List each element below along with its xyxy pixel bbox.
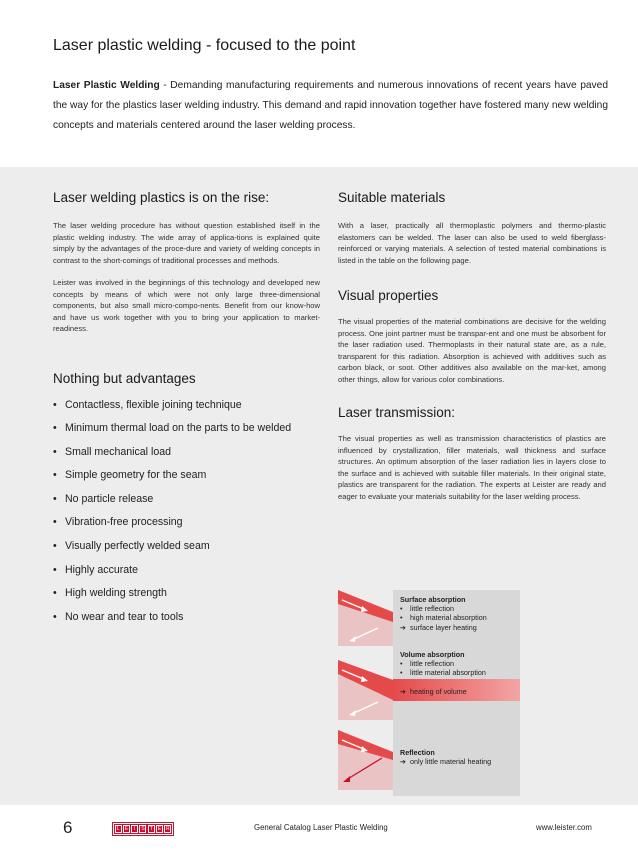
list-item: • Contactless, flexible joining technique [53, 398, 242, 411]
intro-paragraph [53, 76, 608, 136]
surface-absorption-label: Surface absorption • little reflection • high material absorption ➔ surface layer heating [400, 595, 487, 632]
materials-paragraph: With a laser, practically all thermoplastic polymers and thermo-plastic elastomers can be welded. The laser can also be used to weld fiberglass-reinforced or varying materials. A selection of tested material combinations is listed in the table on the following page. [338, 221, 606, 265]
page-title: Laser plastic welding - focused to the point [53, 37, 356, 54]
list-item: • Visually perfectly welded seam [53, 540, 210, 553]
volume-result-label: ➔ heating of volume [400, 687, 467, 696]
list-item: • Highly accurate [53, 563, 139, 576]
list-item: • No wear and tear to tools [53, 610, 184, 623]
materials-heading: Suitable materials [338, 190, 446, 205]
arrow-right-icon: ➔ [400, 757, 407, 767]
leister-logo: L E I S T E R [112, 822, 174, 836]
left-column [53, 190, 320, 633]
volume-absorption-label: Volume absorption • little reflection • little material absorption [400, 650, 486, 678]
advantages-heading: Nothing but advantages [53, 370, 196, 386]
advantages-list [53, 398, 320, 634]
reflection-laser-icon [338, 730, 393, 790]
rise-paragraph-2: Leister was involved in the beginnings of this technology and developed new concepts by means of which were not only large three-dimensional components, but also small micro-compo-nents. Benefit from our know-how and have us work together with you to bring your application to market-readiness. [53, 278, 320, 333]
reflection-label: Reflection ➔ only little material heating [400, 748, 492, 767]
right-column [338, 190, 606, 502]
page-number: 6 [63, 818, 73, 837]
website-link[interactable]: www.leister.com [536, 823, 592, 832]
rise-paragraph-1: The laser welding procedure has without question established itself in the plastic welding industry. The wide array of applica-tions is explained quite simply by the advantages of the proce-dure and variety of welding concepts in contrast to the short-comings of traditional processes and methods. [53, 221, 320, 265]
arrow-right-icon: ➔ [400, 687, 407, 696]
surface-laser-icon [338, 590, 393, 646]
absorption-diagram [338, 590, 520, 796]
transmission-paragraph: The visual properties as well as transmission characteristics of plastics are influenced by crystallization, filler materials, wall thickness and surface structures. An optimum absorption of the laser radiation lies in layers close to the surface and is achieved with suitable filler materials. In their original state, plastics are transparent for the radiation. The experts at Leister are ready and eager to evaluate your materials suitability for the laser welding process. [338, 434, 606, 501]
transmission-heading: Laser transmission: [338, 405, 456, 420]
volume-laser-icon [338, 660, 393, 720]
visual-paragraph: The visual properties of the material combinations are decisive for the welding process. One joint partner must be transpar-ent and one must be absorbent for the laser radiation used. Thermoplasts in their natural state are, as a rule, transparent for this radiation. Absorption is achieved with additives such as carbon black, or soot. Other additives also available on the mar-ket, among other things, allow for various color combinations. [338, 317, 606, 384]
intro-text: - Demanding manufacturing requirements and numerous innovations of recent years have paved the way for the plastics laser welding industry. This demand and rapid innovation together have fostered many new welding concepts and materials centered around the laser welding process. [53, 80, 608, 131]
rise-heading: Laser welding plastics is on the rise: [53, 190, 270, 205]
visual-heading: Visual properties [338, 288, 439, 303]
list-item: • Vibration-free processing [53, 516, 183, 529]
list-item: • Simple geometry for the seam [53, 469, 207, 482]
intro-lead: Laser Plastic Welding [53, 80, 160, 91]
list-item: • No particle release [53, 492, 154, 505]
list-item: • High welding strength [53, 587, 167, 600]
catalog-title: General Catalog Laser Plastic Welding [254, 823, 388, 832]
arrow-right-icon: ➔ [400, 622, 407, 632]
list-item: • Small mechanical load [53, 445, 171, 458]
list-item: • Minimum thermal load on the parts to be welded [53, 422, 292, 435]
